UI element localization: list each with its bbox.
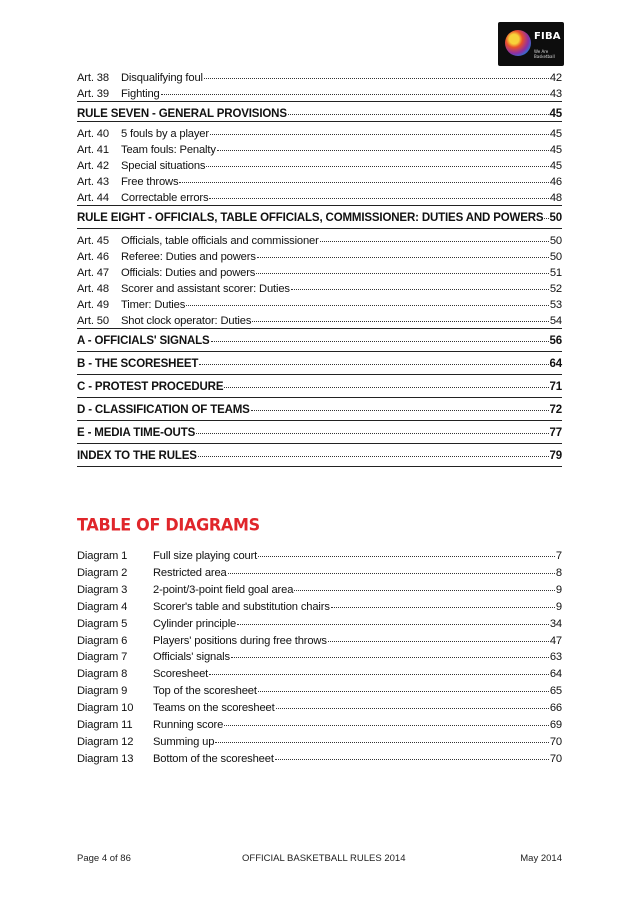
toc-article-row[interactable] [77,190,562,206]
entry-title: C - PROTEST PROCEDURE [77,381,224,393]
page-number: 54 [549,315,562,327]
footer-document-title: OFFICIAL BASKETBALL RULES 2014 [242,853,406,864]
diagram-row[interactable] [77,548,562,564]
page-number: 47 [549,634,562,647]
toc-article-row[interactable] [77,313,562,329]
dot-leader [224,715,549,726]
page-number: 48 [549,192,562,204]
diagram-title: Teams on the scoresheet [153,702,275,715]
diagram-number: Diagram 8 [77,668,128,681]
dot-leader [206,156,548,167]
footer-date: May 2014 [520,853,562,864]
diagram-number: Diagram 4 [77,600,128,613]
article-number: Art. 44 [77,192,109,204]
page-number: 34 [549,617,562,630]
dot-leader [320,231,549,242]
dot-leader [328,631,549,642]
page-number: 50 [549,212,562,224]
page-number: 52 [549,283,562,295]
page-number: 42 [549,72,562,84]
page-number: 70 [549,752,562,765]
diagram-number: Diagram 9 [77,685,128,698]
section-divider [77,443,562,444]
entry-title: B - THE SCORESHEET [77,358,199,370]
entry-title: Team fouls: Penalty [121,144,216,156]
dot-leader [224,377,548,388]
page-number: 69 [549,719,562,731]
diagram-row[interactable] [77,649,562,665]
dot-leader [257,247,549,258]
section-divider [77,228,562,229]
basketball-logo-icon [505,30,531,56]
page-number: 45 [549,160,562,172]
page-number: 53 [549,299,562,311]
article-number: Art. 45 [77,235,109,247]
entry-title: D - CLASSIFICATION OF TEAMS [77,404,250,416]
article-number: Art. 50 [77,315,109,327]
page-number: 65 [549,685,562,698]
toc-heading-row[interactable] [77,379,562,395]
entry-title: Disqualifying foul [121,72,203,84]
page-number: 66 [549,702,562,715]
entry-title: RULE SEVEN - GENERAL PROVISIONS [77,108,287,120]
diagram-row[interactable] [77,565,562,581]
diagram-number: Diagram 1 [77,550,128,562]
section-divider [77,328,562,329]
page-number: 64 [549,668,562,681]
diagrams-heading: TABLE OF DIAGRAMS [77,514,260,535]
dot-leader [275,749,549,760]
diagram-number: Diagram 3 [77,583,128,596]
diagram-title: Scorer's table and substitution chairs [153,600,330,613]
section-divider [77,466,562,467]
dot-leader [199,354,548,365]
page-number: 63 [549,651,562,664]
diagram-number: Diagram 7 [77,651,128,664]
diagram-number: Diagram 10 [77,702,134,715]
page-number: 45 [549,108,562,120]
dot-leader [215,732,549,743]
dot-leader [237,614,549,625]
footer-page-number: Page 4 of 86 [77,853,131,864]
article-number: Art. 40 [77,128,109,140]
diagram-title: Scoresheet [153,668,209,681]
toc-heading-row[interactable] [77,356,562,372]
dot-leader [217,140,549,151]
dot-leader [251,400,549,411]
page-number: 9 [555,583,562,596]
diagram-number: Diagram 13 [77,752,134,765]
dot-leader [258,546,555,557]
dot-leader [209,664,549,675]
article-number: Art. 41 [77,144,109,156]
diagram-number: Diagram 6 [77,634,128,647]
dot-leader [288,104,549,115]
toc-heading-row[interactable] [77,425,562,441]
entry-title: Scorer and assistant scorer: Duties [121,283,290,295]
page-number: 77 [549,427,562,439]
diagram-row[interactable] [77,599,562,615]
dot-leader [276,698,549,709]
entry-title: Correctable errors [121,192,209,204]
page-number: 70 [549,735,562,748]
dot-leader [228,563,555,574]
diagram-row[interactable] [77,616,562,632]
diagram-row[interactable] [77,666,562,682]
dot-leader [331,597,555,608]
dot-leader [161,84,549,95]
diagram-row[interactable] [77,683,562,699]
article-number: Art. 39 [77,88,109,100]
section-divider [77,205,562,206]
dot-leader [256,263,549,274]
page-number: 50 [549,235,562,247]
section-divider [77,397,562,398]
dot-leader [196,423,548,434]
dot-leader [231,647,549,658]
section-divider [77,121,562,122]
dot-leader [544,208,548,219]
dot-leader [198,446,549,457]
page-number: 56 [549,335,562,347]
entry-title: E - MEDIA TIME-OUTS [77,427,196,439]
fiba-logo [498,22,564,66]
logo-text: FIBA [534,31,561,42]
article-number: Art. 43 [77,176,109,188]
page-number: 7 [555,550,562,562]
dot-leader [291,279,549,290]
diagram-number: Diagram 2 [77,566,128,579]
article-number: Art. 48 [77,283,109,295]
page-number: 45 [549,144,562,156]
entry-title: Referee: Duties and powers [121,251,256,263]
page-number: 9 [555,600,562,613]
article-number: Art. 49 [77,299,109,311]
dot-leader [210,124,549,135]
toc-heading-row[interactable] [77,402,562,418]
dot-leader [294,580,555,591]
section-divider [77,101,562,102]
diagram-number: Diagram 11 [77,719,133,731]
toc-heading-row[interactable] [77,333,562,349]
page-number: 46 [549,176,562,188]
dot-leader [186,295,549,306]
section-divider [77,420,562,421]
diagram-row[interactable] [77,700,562,716]
page-number: 43 [549,88,562,100]
article-number: Art. 46 [77,251,109,263]
toc-heading-row[interactable] [77,106,562,122]
page-number: 45 [549,128,562,140]
dot-leader [209,188,548,199]
entry-title: Special situations [121,160,206,172]
entry-title: RULE EIGHT - OFFICIALS, TABLE OFFICIALS, COMMISSIONER: DUTIES AND POWERS [77,212,544,224]
diagram-title: Bottom of the scoresheet [153,752,274,765]
page-number: 50 [549,251,562,263]
entry-title: Timer: Duties [121,299,186,311]
page-number: 79 [549,450,562,462]
entry-title: INDEX TO THE RULES [77,450,197,462]
diagram-number: Diagram 5 [77,617,128,630]
article-number: Art. 38 [77,72,109,84]
diagram-title: Officials' signals [153,651,230,664]
entry-title: Shot clock operator: Duties [121,315,252,327]
diagram-title: Summing up [153,735,215,748]
dot-leader [179,172,548,183]
diagram-row[interactable] [77,751,562,767]
dot-leader [211,331,549,342]
entry-title: Officials: Duties and powers [121,267,256,279]
diagram-title: 2-point/3-point field goal area [153,583,294,596]
entry-title: Free throws [121,176,179,188]
logo-tagline: We Are Basketball [534,49,555,59]
dot-leader [258,681,549,692]
toc-heading-row[interactable] [77,210,562,226]
toc-article-row[interactable] [77,86,562,102]
toc-heading-row[interactable] [77,448,562,464]
diagram-title: Cylinder principle [153,617,237,630]
diagram-title: Full size playing court [153,550,258,562]
section-divider [77,374,562,375]
page-number: 71 [549,381,562,393]
diagram-number: Diagram 12 [77,735,134,748]
dot-leader [204,68,549,79]
page-number: 8 [555,566,562,579]
entry-title: Fighting [121,88,160,100]
diagram-row[interactable] [77,582,562,598]
dot-leader [252,311,549,322]
section-divider [77,351,562,352]
article-number: Art. 42 [77,160,109,172]
entry-title: A - OFFICIALS' SIGNALS [77,335,210,347]
diagram-row[interactable] [77,633,562,649]
diagram-title: Restricted area [153,566,227,579]
diagram-row[interactable] [77,717,562,733]
diagram-title: Running score [153,719,224,731]
page-footer [77,853,562,867]
page-number: 51 [549,267,562,279]
entry-title: Officials, table officials and commissioner [121,235,319,247]
entry-title: 5 fouls by a player [121,128,209,140]
diagram-title: Top of the scoresheet [153,685,257,698]
page-number: 64 [549,358,562,370]
diagram-title: Players' positions during free throws [153,634,327,647]
page-number: 72 [549,404,562,416]
article-number: Art. 47 [77,267,109,279]
diagram-row[interactable] [77,734,562,750]
